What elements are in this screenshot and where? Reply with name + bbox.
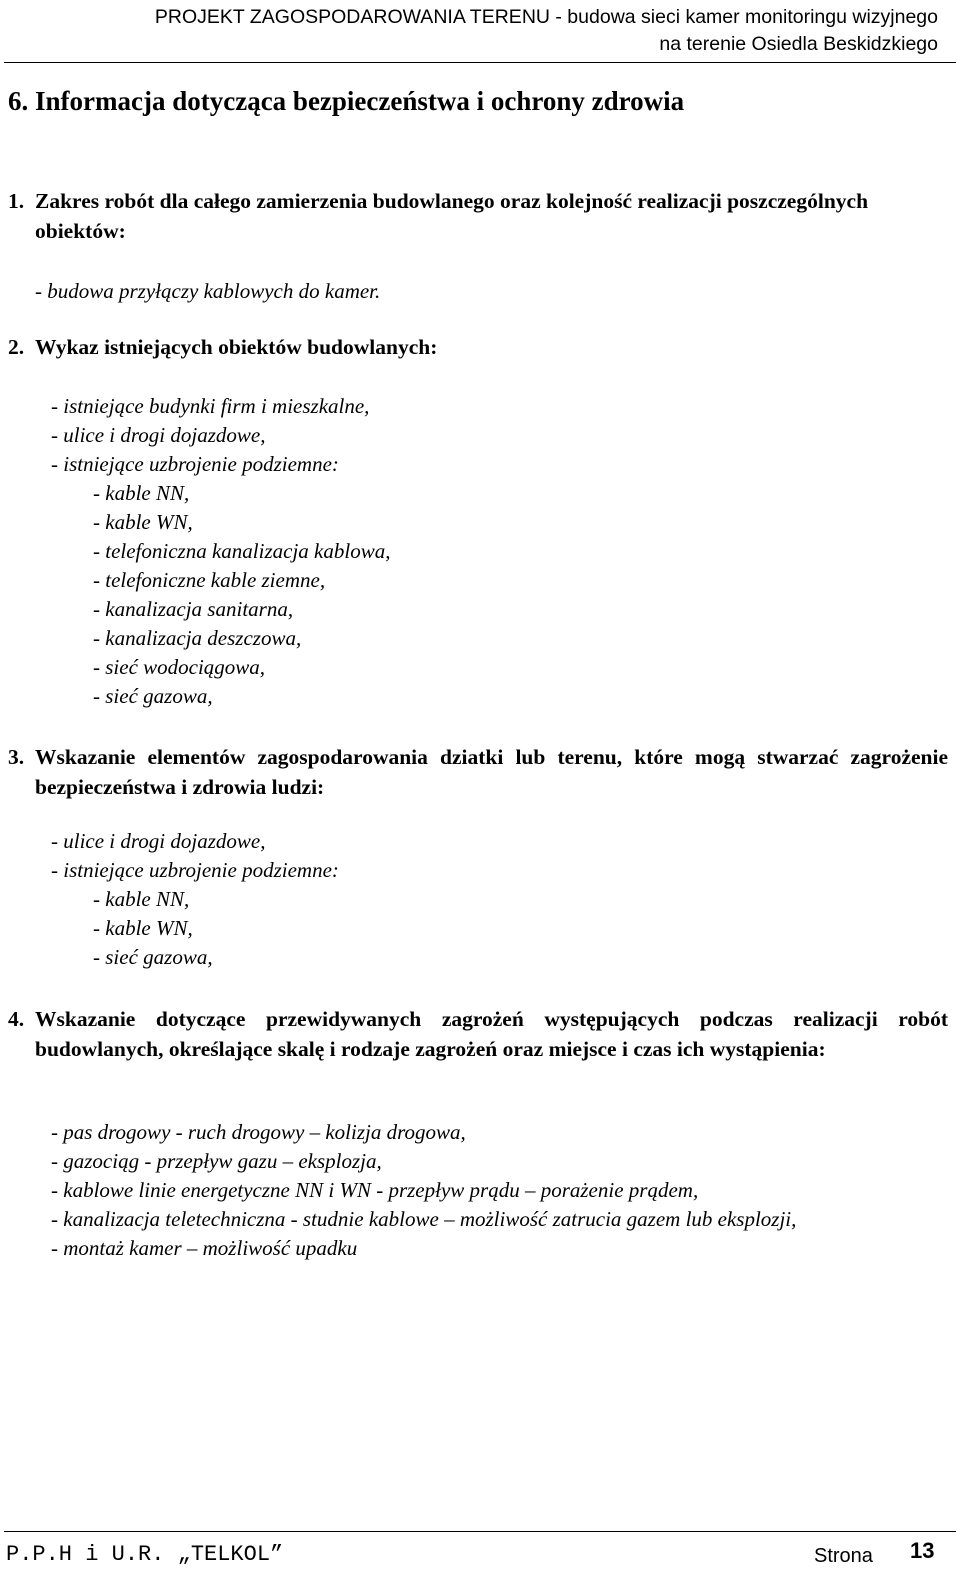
list-subitem: - kable WN, bbox=[93, 510, 193, 534]
footer-divider bbox=[4, 1531, 956, 1532]
section-number: 2. bbox=[8, 335, 25, 359]
footer-page-number: 13 bbox=[910, 1538, 935, 1563]
list-subitem: - sieć gazowa, bbox=[93, 684, 213, 708]
list-item: - montaż kamer – możliwość upadku bbox=[51, 1236, 358, 1260]
list-subitem: - sieć gazowa, bbox=[93, 945, 213, 969]
list-subitem: - telefoniczne kable ziemne, bbox=[93, 568, 326, 592]
header-title: PROJEKT ZAGOSPODAROWANIA TERENU - budowa sieci kamer monitoringu wizyjnego bbox=[154, 6, 938, 28]
list-item: - pas drogowy - ruch drogowy – kolizja drogowa, bbox=[51, 1120, 466, 1144]
section-heading-text: Zakres robót dla całego zamierzenia budowlanego oraz kolejność realizacji poszczególnych obiektów: bbox=[35, 189, 869, 243]
header-subtitle: na terenie Osiedla Beskidzkiego bbox=[659, 33, 938, 55]
list-subitem: - telefoniczna kanalizacja kablowa, bbox=[93, 539, 391, 563]
list-item: - ulice i drogi dojazdowe, bbox=[51, 829, 266, 853]
list-item: - istniejące uzbrojenie podziemne: bbox=[51, 858, 339, 882]
list-subitem: - kanalizacja sanitarna, bbox=[93, 597, 294, 621]
section-2-heading bbox=[8, 332, 948, 362]
section-3-heading bbox=[8, 742, 948, 802]
list-item: - gazociąg - przepływ gazu – eksplozja, bbox=[51, 1149, 382, 1173]
list-item: - kanalizacja teletechniczna - studnie kablowe – możliwość zatrucia gazem lub eksplozji, bbox=[51, 1207, 797, 1231]
list-item: - istniejące uzbrojenie podziemne: bbox=[51, 452, 339, 476]
section-title: 6. Informacja dotycząca bezpieczeństwa i ochrony zdrowia bbox=[8, 86, 685, 116]
list-item: - istniejące budynki firm i mieszkalne, bbox=[51, 394, 370, 418]
section-number: 3. bbox=[8, 745, 25, 769]
section-heading-text: Wskazanie elementów zagospodarowania dziatki lub terenu, które mogą stwarzać zagrożenie bezpieczeństwa i zdrowia ludzi: bbox=[35, 745, 948, 799]
footer-company: P.P.H i U.R. „TELKOL” bbox=[6, 1542, 284, 1567]
list-item: - kablowe linie energetyczne NN i WN - przepływ prądu – porażenie prądem, bbox=[51, 1178, 699, 1202]
list-subitem: - kanalizacja deszczowa, bbox=[93, 626, 302, 650]
list-subitem: - kable WN, bbox=[93, 916, 193, 940]
list-subitem: - kable NN, bbox=[93, 887, 190, 911]
section-4-heading bbox=[8, 1004, 948, 1064]
section-number: 4. bbox=[8, 1007, 25, 1031]
section-heading-text: Wskazanie dotyczące przewidywanych zagrożeń występujących podczas realizacji robót budowlanych, określające skalę i rodzaje zagrożeń oraz miejsce i czas ich wystąpienia: bbox=[35, 1007, 948, 1061]
section-1-heading bbox=[8, 186, 948, 246]
list-subitem: - kable NN, bbox=[93, 481, 190, 505]
section-number: 1. bbox=[8, 189, 25, 213]
footer-page-label: Strona bbox=[814, 1545, 873, 1567]
list-item: - ulice i drogi dojazdowe, bbox=[51, 423, 266, 447]
list-subitem: - sieć wodociągowa, bbox=[93, 655, 266, 679]
list-item: - budowa przyłączy kablowych do kamer. bbox=[35, 279, 381, 303]
section-heading-text: Wykaz istniejących obiektów budowlanych: bbox=[35, 335, 438, 359]
header-divider bbox=[4, 62, 956, 63]
page-header bbox=[155, 4, 938, 58]
